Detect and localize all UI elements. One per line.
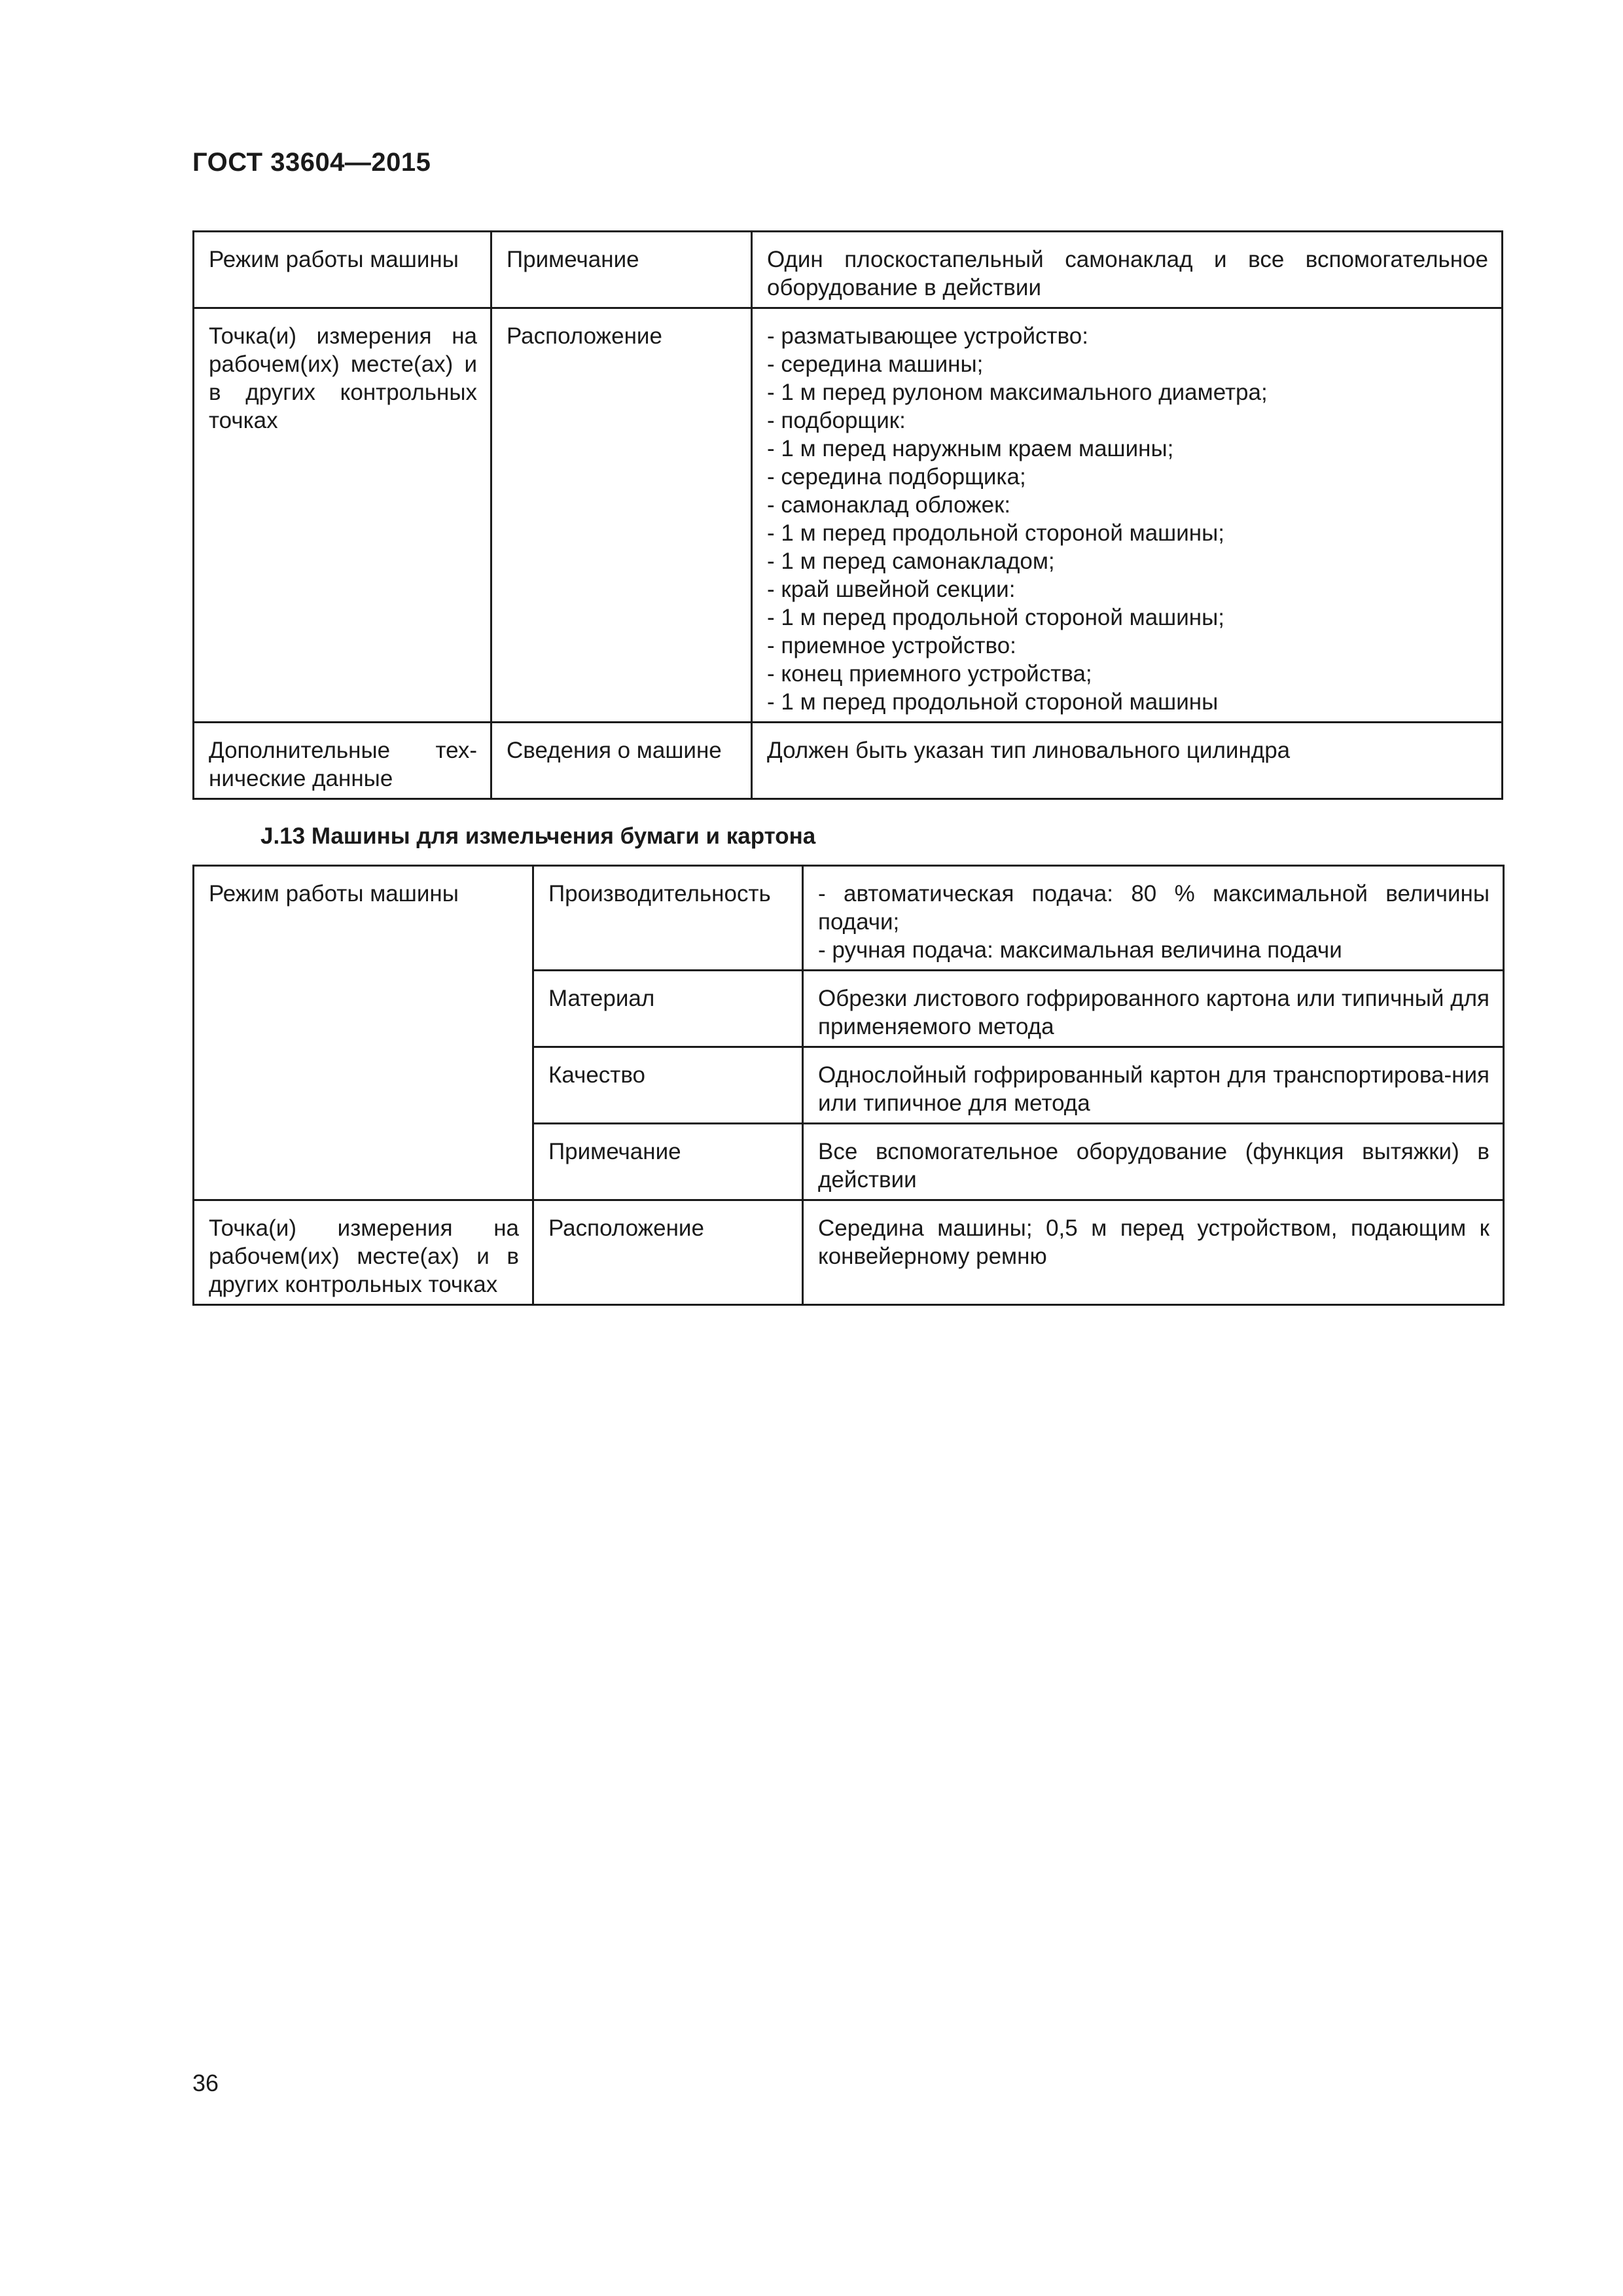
table-row bbox=[194, 723, 1503, 799]
row-value bbox=[803, 971, 1504, 1047]
row-parameter: Примечание bbox=[491, 232, 752, 308]
value-line: Должен быть указан тип линовального цилиндра bbox=[767, 738, 1291, 763]
shredder-conditions-table bbox=[192, 865, 1505, 1306]
value-line: - разматывающее устройство: bbox=[767, 323, 1088, 349]
row-parameter: Материал bbox=[533, 971, 803, 1047]
value-line: - 1 м перед наружным краем машины; bbox=[767, 436, 1174, 461]
value-line: - 1 м перед продольной стороной машины bbox=[767, 689, 1219, 715]
row-parameter: Примечание bbox=[533, 1124, 803, 1200]
document-header: ГОСТ 33604—2015 bbox=[192, 148, 431, 177]
value-line: Один плоскостапельный самонаклад и все вспомогательное оборудование в действии bbox=[767, 247, 1488, 300]
table-row bbox=[194, 308, 1503, 723]
value-line: - самонаклад обложек: bbox=[767, 492, 1011, 518]
table-row bbox=[194, 866, 1504, 971]
row-parameter: Расположение bbox=[491, 308, 752, 723]
value-line: - ручная подача: максимальная величина подачи bbox=[818, 937, 1342, 963]
value-line: Середина машины; 0,5 м перед устройством, подающим к конвейерному ремню bbox=[818, 1215, 1489, 1269]
row-value bbox=[752, 308, 1503, 723]
row-value bbox=[803, 866, 1504, 971]
row-value bbox=[803, 1200, 1504, 1305]
value-line: - 1 м перед продольной стороной машины; bbox=[767, 520, 1225, 546]
group-label: Точка(и) измерения на рабочем(их) месте(ах) и в других контрольных точках bbox=[194, 1200, 533, 1305]
row-value bbox=[752, 232, 1503, 308]
value-line: - конец приемного устройства; bbox=[767, 661, 1092, 687]
value-line: - 1 м перед рулоном максимального диаметра; bbox=[767, 380, 1268, 405]
table-row bbox=[194, 1200, 1504, 1305]
row-value bbox=[803, 1047, 1504, 1124]
row-parameter: Расположение bbox=[533, 1200, 803, 1305]
group-label: Режим работы машины bbox=[194, 866, 533, 1200]
row-label: Режим работы машины bbox=[194, 232, 491, 308]
value-line: - 1 м перед продольной стороной машины; bbox=[767, 605, 1225, 630]
value-line: - подборщик: bbox=[767, 408, 906, 433]
value-line: Обрезки листового гофрированного картона или типичный для применяемого метода bbox=[818, 986, 1489, 1039]
table-row bbox=[194, 232, 1503, 308]
value-line: - край швейной секции: bbox=[767, 577, 1016, 602]
row-parameter: Производительность bbox=[533, 866, 803, 971]
row-value bbox=[803, 1124, 1504, 1200]
value-line: - автоматическая подача: 80 % максимальной величины подачи; bbox=[818, 881, 1489, 935]
machine-conditions-table bbox=[192, 230, 1503, 800]
section-heading: J.13 Машины для измельчения бумаги и картона bbox=[260, 823, 816, 849]
value-line: - 1 м перед самонакладом; bbox=[767, 548, 1055, 574]
value-line: - середина подборщика; bbox=[767, 464, 1026, 490]
value-line: Все вспомогательное оборудование (функция вытяжки) в действии bbox=[818, 1139, 1489, 1193]
row-value bbox=[752, 723, 1503, 799]
row-label: Точка(и) измерения на рабочем(их) месте(ах) и в других контрольных точках bbox=[194, 308, 491, 723]
row-label: Дополнительные тех-нические данные bbox=[194, 723, 491, 799]
row-parameter: Сведения о машине bbox=[491, 723, 752, 799]
value-line: Однослойный гофрированный картон для транспортирова-ния или типичное для метода bbox=[818, 1062, 1489, 1116]
value-line: - середина машины; bbox=[767, 351, 984, 377]
row-parameter: Качество bbox=[533, 1047, 803, 1124]
value-line: - приемное устройство: bbox=[767, 633, 1016, 658]
page-number: 36 bbox=[192, 2070, 219, 2096]
